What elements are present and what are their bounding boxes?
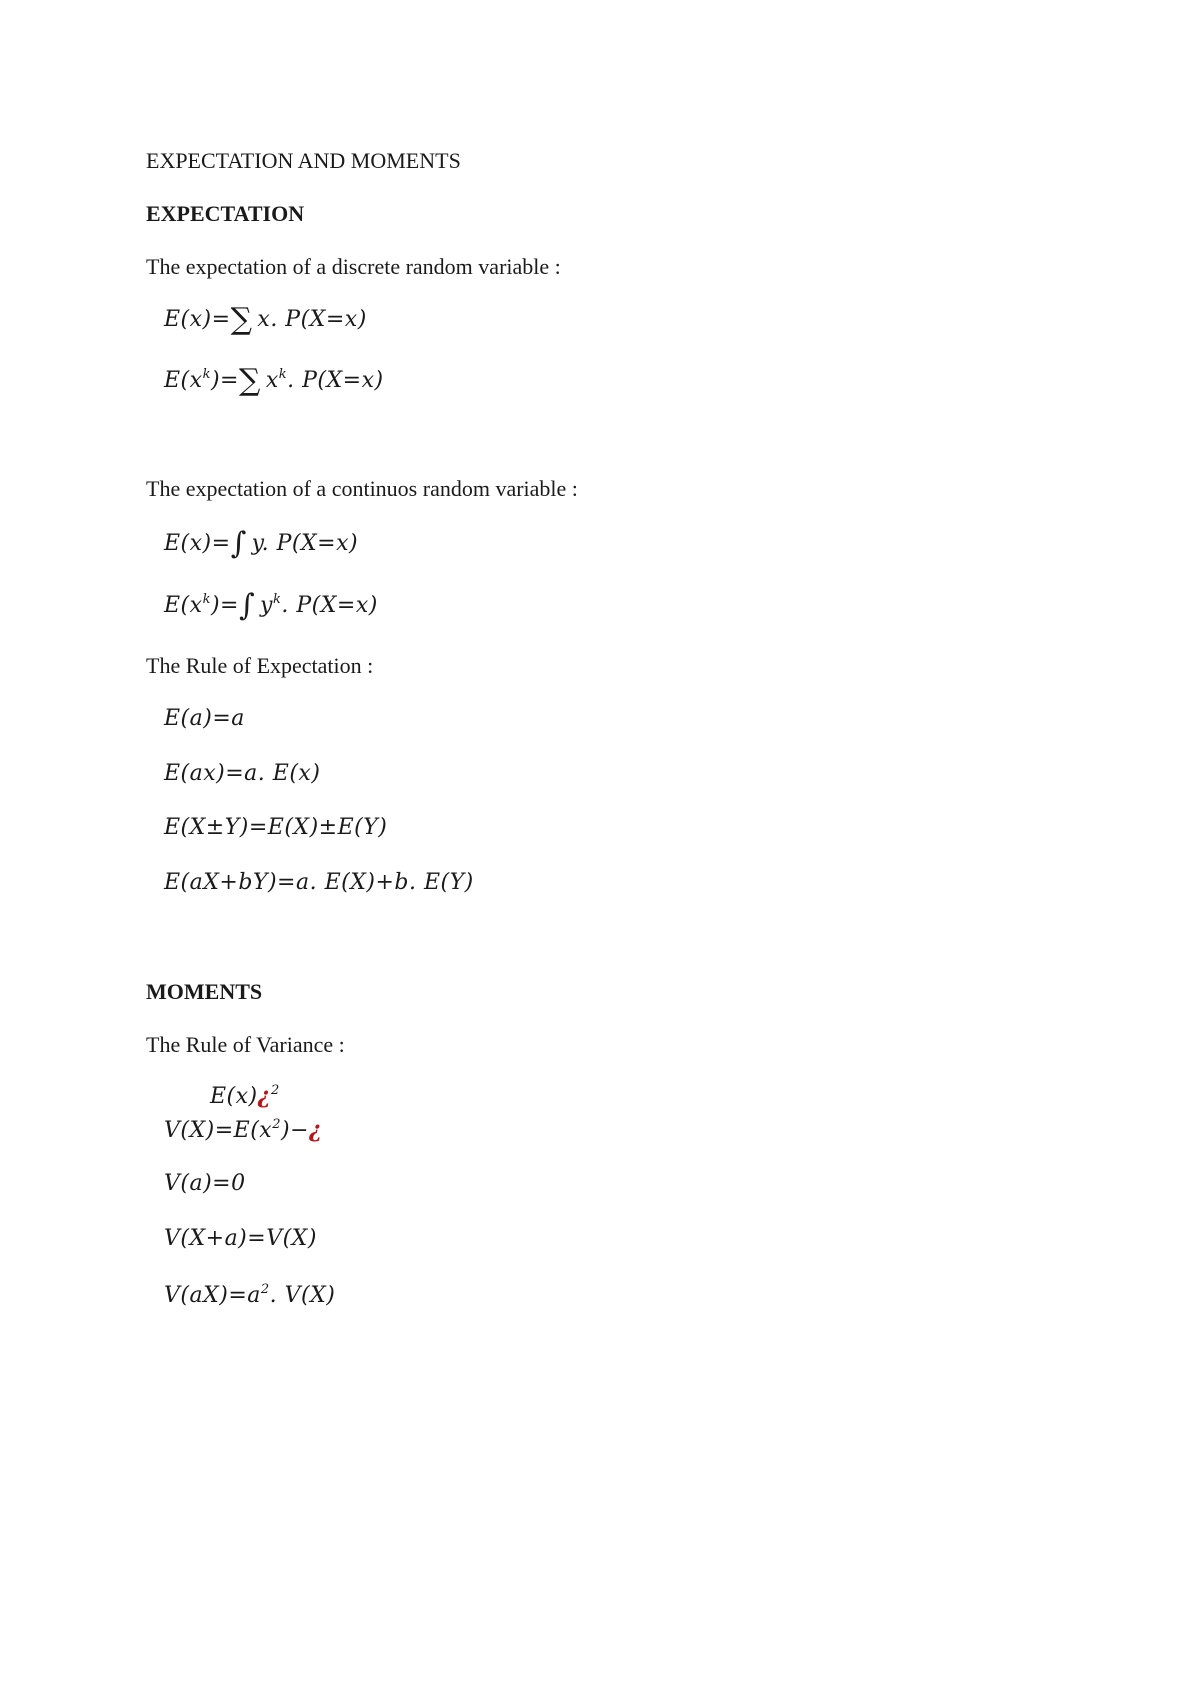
eq-rhs-a: x [265,368,279,393]
glyph-sup: 2 [271,1083,280,1098]
eq-lhs-a: E(x [164,593,203,618]
expectation-rule: E(aX+bY)=a. E(X)+b. E(Y) [164,870,474,895]
integral-symbol: ∫ [238,588,256,623]
variance-scaling-rule [164,1282,336,1308]
variance-equation [164,1119,322,1142]
eq-lhs: E(x)= [164,307,231,332]
continuous-expectation-equation [164,526,359,561]
eq-part-a: V(aX)=a [164,1283,261,1308]
expectation-rule: E(a)=a [164,706,245,731]
moments-heading: MOMENTS [146,979,263,1004]
eq-sup: 2 [272,1117,281,1132]
continuous-intro: The expectation of a continuos random variable : [146,476,578,501]
variance-intro: The Rule of Variance : [146,1032,345,1057]
inverted-question-glyph: ¿ [309,1117,323,1143]
discrete-moment-equation [164,363,384,398]
variance-rule: V(a)=0 [164,1171,246,1196]
eq-rhs: y. P(X=x) [251,531,359,556]
eq-lhs-b: )= [210,368,239,393]
eq-lhs-sup: k [202,592,211,607]
expectation-rule: E(X±Y)=E(X)±E(Y) [164,815,388,840]
eq-rhs-sup: k [272,592,282,607]
eq-rhs: x. P(X=x) [257,307,367,332]
eq-rhs-b: . P(X=x) [287,368,384,393]
integral-symbol: ∫ [230,526,247,561]
eq-lhs: E(x)= [164,531,231,556]
inverted-question-glyph [258,1083,280,1109]
variance-rule: V(X+a)=V(X) [164,1226,317,1251]
eq-part-a: V(X)=E(x [164,1118,273,1143]
glyph-char: ¿ [257,1083,272,1109]
eq-lhs-b: )= [210,593,239,618]
eq-lhs-a: E(x [164,368,203,393]
variance-superscript-term [210,1085,280,1108]
eq-part-b: )− [280,1118,310,1143]
expectation-heading: EXPECTATION [146,201,305,226]
eq-part-b: . V(X) [269,1283,336,1308]
eq-rhs-sup: k [278,367,288,382]
discrete-intro: The expectation of a discrete random variable : [146,254,561,279]
sum-symbol: ∑ [230,302,253,337]
eq-sup: 2 [260,1282,270,1297]
expectation-rule: E(ax)=a. E(x) [164,761,321,786]
expectation-rule-intro: The Rule of Expectation : [146,653,374,678]
discrete-expectation-equation [164,302,367,337]
eq-term: E(x) [210,1084,258,1109]
eq-rhs-b: . P(X=x) [281,593,378,618]
continuous-moment-equation [164,588,378,623]
eq-lhs-sup: k [202,367,211,382]
eq-rhs-a: y [260,593,273,618]
sum-symbol: ∑ [238,363,261,398]
document-title: EXPECTATION AND MOMENTS [146,148,461,173]
